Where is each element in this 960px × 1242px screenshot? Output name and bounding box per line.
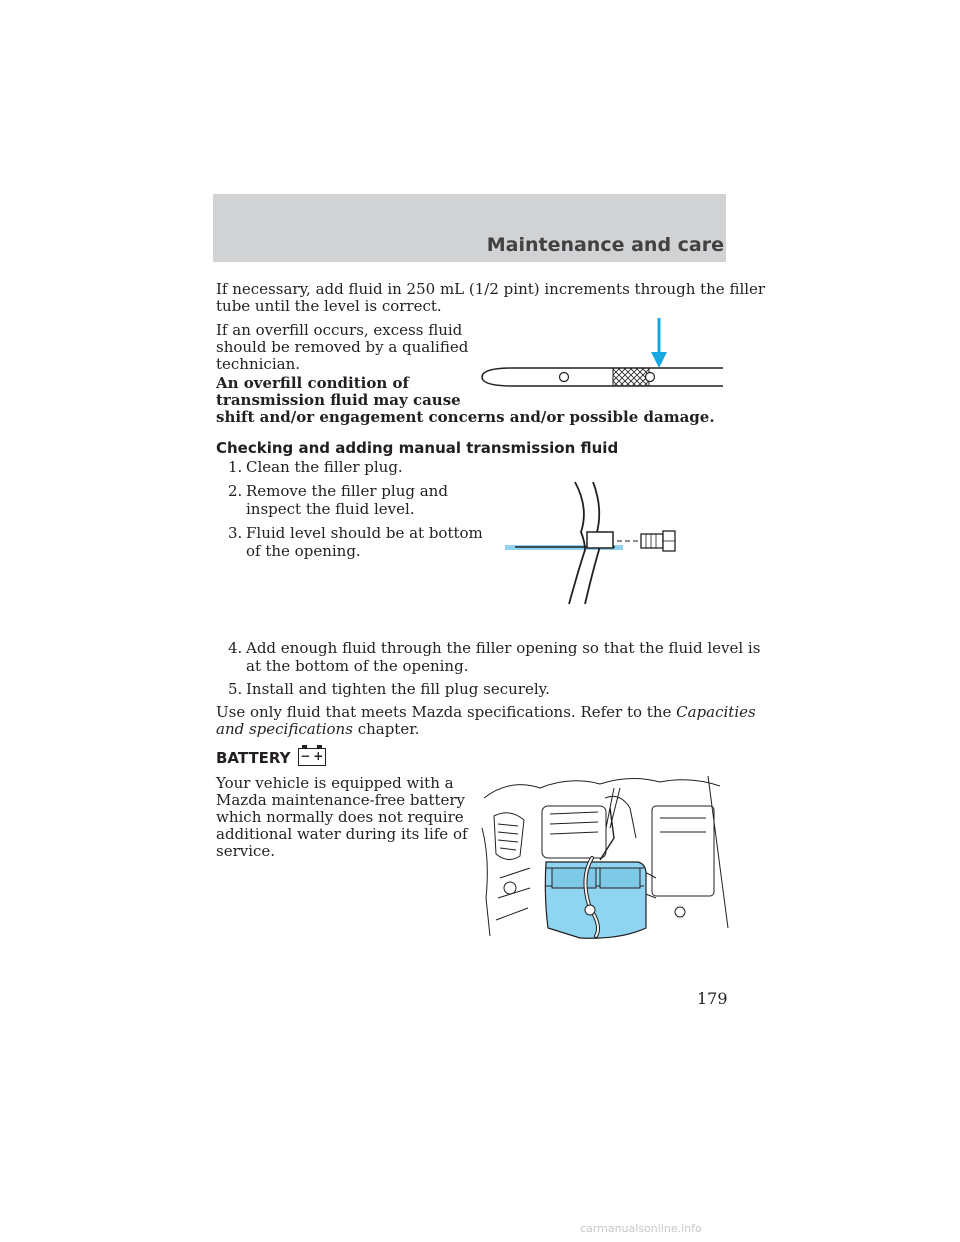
specs-text: Use only fluid that meets Mazda specifications. Refer to the xyxy=(216,703,677,721)
step-1 xyxy=(228,459,403,477)
manual-transmission-heading: Checking and adding manual transmission fluid xyxy=(216,439,619,457)
specs-text: chapter. xyxy=(352,720,420,738)
battery-icon xyxy=(298,748,326,766)
filler-plug-illustration xyxy=(505,478,685,608)
specs-line-1 xyxy=(216,704,756,722)
specifications-reference: and specifications xyxy=(216,720,353,738)
battery-line-3: which normally does not require xyxy=(216,808,464,826)
step-number: 1. xyxy=(228,458,243,476)
warning-line-3: shift and/or engagement concerns and/or possible damage. xyxy=(216,408,715,426)
step-text-cont: of the opening. xyxy=(246,541,361,560)
battery-heading xyxy=(216,749,326,768)
overfill-line-2: should be removed by a qualified xyxy=(216,338,469,356)
step-text: Clean the filler plug. xyxy=(246,458,403,476)
intro-line-2: tube until the level is correct. xyxy=(216,297,442,315)
footer-watermark: carmanualsonline.info xyxy=(580,1222,702,1235)
battery-plus: + xyxy=(313,748,324,763)
warning-line-1: An overfill condition of xyxy=(216,374,409,392)
step-2 xyxy=(228,483,448,518)
battery-minus: − xyxy=(300,748,311,763)
intro-line-1: If necessary, add fluid in 250 mL (1/2 pint) increments through the filler xyxy=(216,280,766,298)
battery-line-4: additional water during its life of xyxy=(216,825,468,843)
step-number: 5. xyxy=(228,680,243,698)
step-text: Add enough fluid through the filler opening so that the fluid level is xyxy=(246,639,761,657)
page-header xyxy=(213,194,726,262)
step-4 xyxy=(228,640,760,675)
battery-line-2: Mazda maintenance-free battery xyxy=(216,791,466,809)
step-3 xyxy=(228,525,483,560)
step-text: Fluid level should be at bottom xyxy=(246,524,483,542)
page-number: 179 xyxy=(697,989,728,1008)
page-title: Maintenance and care xyxy=(486,234,724,256)
warning-line-2: transmission fluid may cause xyxy=(216,391,461,409)
capacities-reference: Capacities xyxy=(676,703,756,721)
step-text: Remove the filler plug and xyxy=(246,482,448,500)
overfill-line-1: If an overfill occurs, excess fluid xyxy=(216,321,463,339)
battery-line-1: Your vehicle is equipped with a xyxy=(216,774,454,792)
step-text: Install and tighten the fill plug securely. xyxy=(246,680,550,698)
step-number: 2. xyxy=(228,482,243,500)
step-text-cont: inspect the fluid level. xyxy=(246,499,415,518)
battery-engine-illustration xyxy=(480,768,730,940)
step-number: 4. xyxy=(228,639,243,657)
step-5 xyxy=(228,681,550,699)
step-number: 3. xyxy=(228,524,243,542)
specs-line-2 xyxy=(216,721,420,739)
battery-line-5: service. xyxy=(216,842,276,860)
overfill-line-3: technician. xyxy=(216,355,300,373)
step-text-cont: at the bottom of the opening. xyxy=(246,656,469,675)
dipstick-illustration xyxy=(478,318,728,398)
battery-heading-text: BATTERY xyxy=(216,749,291,767)
